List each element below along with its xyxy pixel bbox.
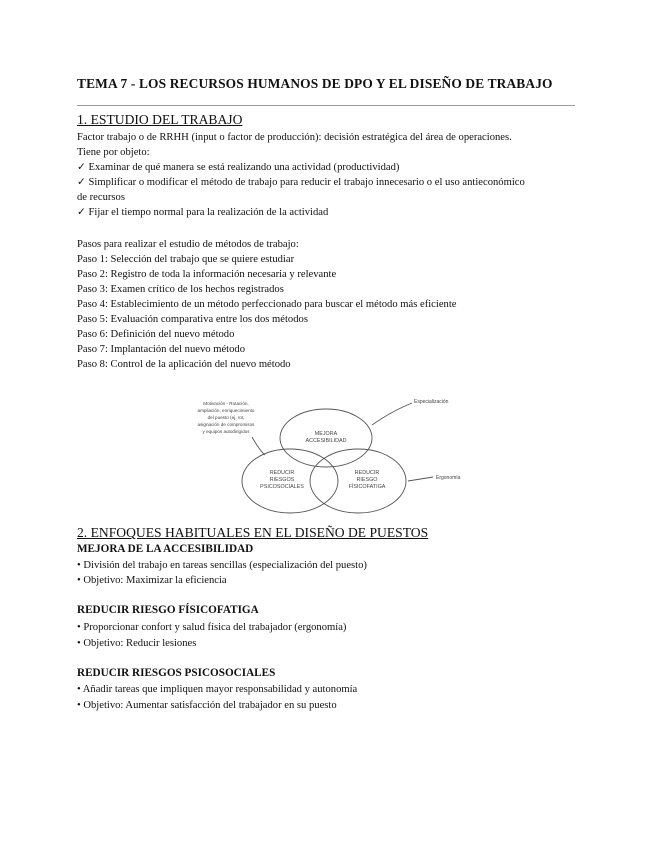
circle-right-label: REDUCIR — [354, 470, 380, 476]
motivation-note-line: y equipos autodirigidos — [202, 429, 250, 434]
steps-block — [77, 237, 577, 372]
circle-top-label: MEJORA — [314, 431, 338, 437]
step-item: Paso 8: Control de la aplicación del nuevo método — [77, 359, 291, 370]
label-specialization: Especialización — [414, 399, 449, 405]
section-1-heading: 1. ESTUDIO DEL TRABAJO — [77, 112, 243, 127]
group-item: • División del trabajo en tareas sencillas (especialización del puesto) — [77, 560, 367, 571]
job-design-venn-diagram — [190, 393, 475, 518]
document-title: TEMA 7 - LOS RECURSOS HUMANOS DE DPO Y EL DISEÑO DE TRABAJO — [77, 76, 553, 91]
pointer-specialization — [372, 403, 412, 425]
section-1-intro: Factor trabajo o de RRHH (input o factor de producción): decisión estratégica del área de operaciones. — [77, 132, 512, 143]
steps-label: Pasos para realizar el estudio de métodos de trabajo: — [77, 239, 299, 250]
section-2-heading: 2. ENFOQUES HABITUALES EN EL DISEÑO DE PUESTOS — [77, 525, 429, 540]
step-item: Paso 3: Examen crítico de los hechos registrados — [77, 284, 284, 295]
objective-item: de recursos — [77, 192, 125, 203]
circle-right-label: FÍSICOFATIGA — [348, 484, 386, 490]
motivation-note-line: ampliación, enriquecimiento — [197, 408, 255, 413]
circle-left-label: PSICOSOCIALES — [260, 484, 304, 490]
pointer-motivation — [252, 437, 265, 455]
title-divider — [77, 105, 575, 106]
group-item: • Objetivo: Aumentar satisfacción del trabajador en su puesto — [77, 700, 337, 711]
circle-left-label: RIESGOS — [269, 477, 295, 483]
step-item: Paso 7: Implantación del nuevo método — [77, 344, 245, 355]
group-title: MEJORA DE LA ACCESIBILIDAD — [77, 543, 254, 555]
objective-item: ✓ Simplificar o modificar el método de trabajo para reducir el trabajo innecesario o el uso antieconómico — [77, 177, 525, 188]
motivation-note-line: asignación de compromisos — [197, 422, 255, 427]
motivation-note-line: Motivación - Rotación, — [203, 401, 249, 406]
group-title: REDUCIR RIESGOS PSICOSOCIALES — [77, 667, 276, 679]
circle-left-label: REDUCIR — [269, 470, 295, 476]
circle-top-label: ACCESIBILIDAD — [305, 438, 347, 444]
step-item: Paso 5: Evaluación comparativa entre los dos métodos — [77, 314, 308, 325]
pointer-ergonomics — [408, 477, 433, 481]
label-ergonomics: Ergonomía — [436, 475, 461, 481]
group-title: REDUCIR RIESGO FÍSICOFATIGA — [77, 604, 259, 616]
group-item: • Objetivo: Reducir lesiones — [77, 638, 197, 649]
group-item: • Objetivo: Maximizar la eficiencia — [77, 575, 227, 586]
step-item: Paso 1: Selección del trabajo que se quiere estudiar — [77, 254, 295, 265]
group-item: • Añadir tareas que impliquen mayor responsabilidad y autonomía — [77, 684, 358, 695]
objective-item: ✓ Fijar el tiempo normal para la realización de la actividad — [77, 207, 329, 218]
step-item: Paso 4: Establecimiento de un método perfeccionado para buscar el método más eficiente — [77, 299, 457, 310]
section-1-body — [77, 130, 577, 220]
objective-item: ✓ Examinar de qué manera se está realizando una actividad (productividad) — [77, 162, 400, 173]
step-item: Paso 6: Definición del nuevo método — [77, 329, 235, 340]
circle-right-label: RIESGO — [356, 477, 378, 483]
motivation-note-line: del puesto (ej. rot, — [207, 415, 245, 420]
objective-label: Tiene por objeto: — [77, 147, 150, 158]
step-item: Paso 2: Registro de toda la información necesaria y relevante — [77, 269, 337, 280]
group-item: • Proporcionar confort y salud física del trabajador (ergonomía) — [77, 622, 347, 633]
